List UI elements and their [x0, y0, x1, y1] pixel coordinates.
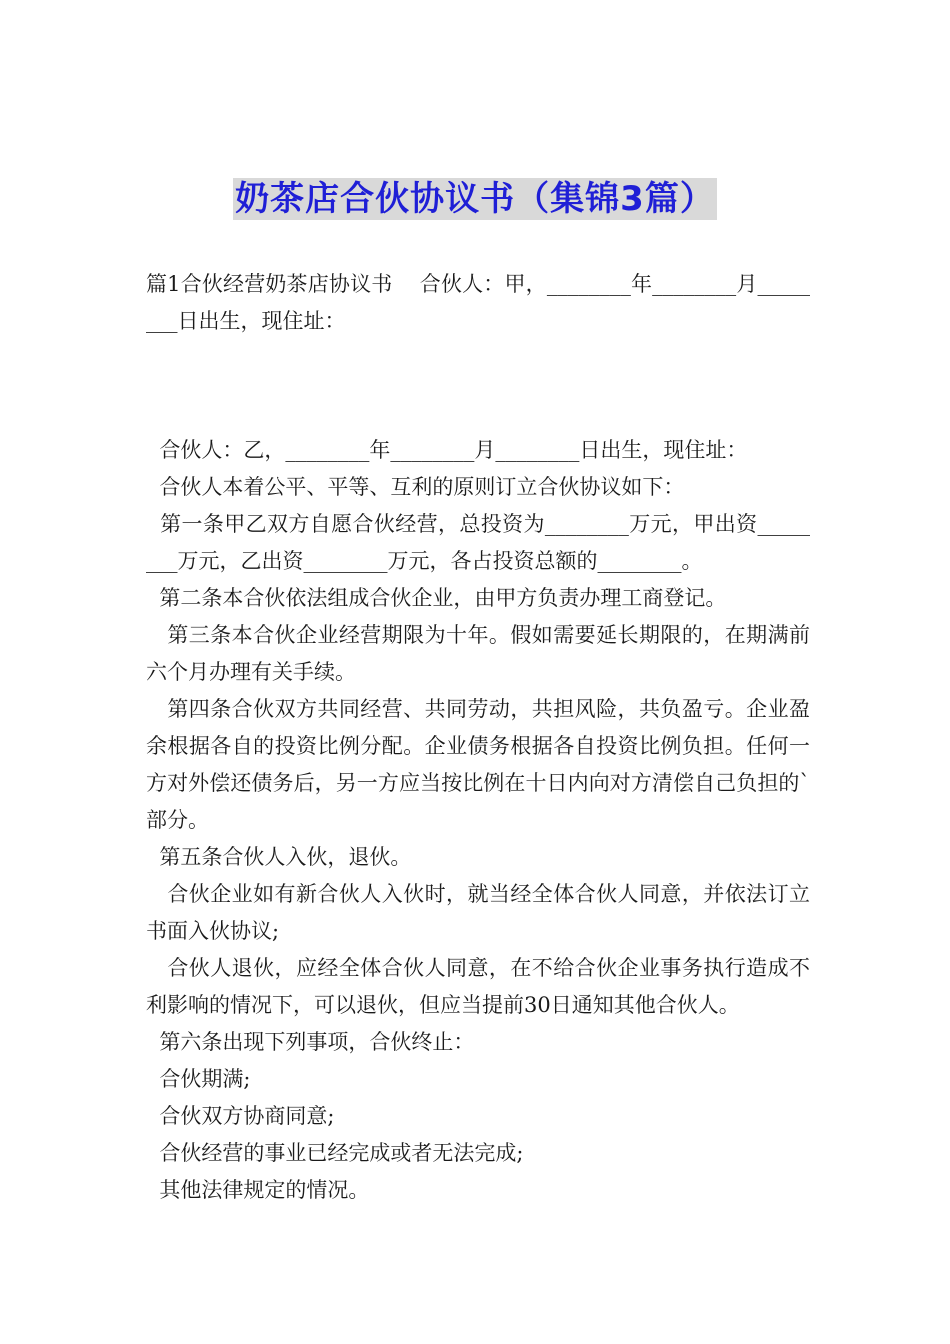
- paragraph-withdrawal: 合伙人退伙，应经全体合伙人同意，在不给合伙企业事务执行造成不利影响的情况下，可以退伙，但应当提前30日通知其他合伙人。: [146, 956, 811, 1017]
- list-item-mutual-agreement: 合伙双方协商同意;: [146, 1104, 335, 1128]
- blank-space: [146, 340, 810, 432]
- list-item-term-expired: 合伙期满;: [146, 1067, 251, 1091]
- list-item-business-complete: 合伙经营的事业已经完成或者无法完成;: [146, 1141, 524, 1165]
- title-container: [0, 178, 950, 220]
- paragraph-article-4: 第四条合伙双方共同经营、共同劳动，共担风险，共负盈亏。企业盈余根据各自的投资比例分配。企业债务根据各自投资比例负担。任何一方对外偿还债务后，另一方应当按比例在十日内向对方清偿自己负担的`部分。: [146, 697, 811, 832]
- paragraph-article-2: 第二条本合伙依法组成合伙企业，由甲方负责办理工商登记。: [146, 586, 727, 610]
- paragraph-principle: 合伙人本着公平、平等、互利的原则订立合伙协议如下：: [146, 475, 685, 499]
- paragraph-article-1: 第一条甲乙双方自愿合伙经营，总投资为________万元，甲出资________万元，乙出资________万元，各占投资总额的________。: [146, 512, 810, 573]
- paragraph-partner-b: 合伙人：乙，________年________月________日出生，现住址：: [146, 438, 748, 462]
- paragraph-article-5: 第五条合伙人入伙，退伙。: [146, 845, 412, 869]
- paragraph-new-partner: 合伙企业如有新合伙人入伙时，就当经全体合伙人同意，并依法订立书面入伙协议;: [146, 882, 811, 943]
- paragraph-article-3: 第三条本合伙企业经营期限为十年。假如需要延长期限的，在期满前六个月办理有关手续。: [146, 623, 811, 684]
- document-title: 奶茶店合伙协议书（集锦3篇）: [235, 179, 715, 219]
- paragraph-intro: 篇1合伙经营奶茶店协议书 合伙人：甲，________年________月________日出生，现住址：: [146, 272, 810, 333]
- list-item-other-legal: 其他法律规定的情况。: [146, 1178, 370, 1202]
- paragraph-article-6: 第六条出现下列事项，合伙终止：: [146, 1030, 475, 1054]
- document-body: [146, 266, 810, 1209]
